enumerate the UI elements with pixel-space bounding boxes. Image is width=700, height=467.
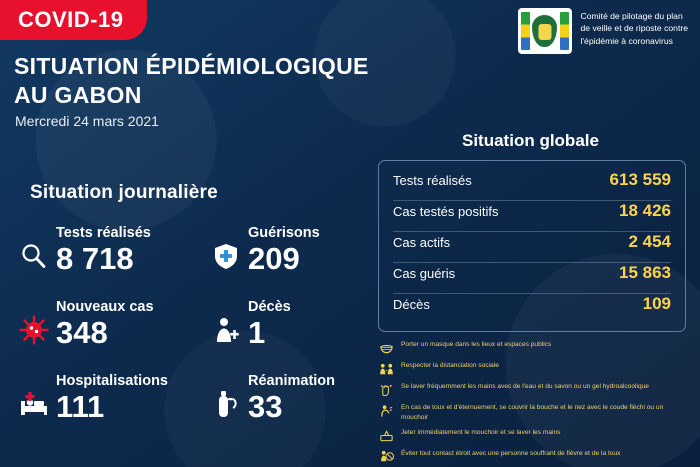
org-name [581,8,689,47]
stat-hospitalisations [16,372,208,446]
global-stats-panel [378,160,686,332]
global-row-label: Cas guéris [393,266,456,281]
global-heading: Situation globale [462,131,599,150]
global-row-value: 18 426 [619,201,671,220]
global-row [393,263,671,294]
distance-icon [378,361,394,377]
global-row-value: 2 454 [628,232,671,251]
global-row-label: Cas actifs [393,235,451,250]
tissue-icon [378,428,394,444]
global-row [393,294,671,325]
global-row-label: Décès [393,297,430,312]
org-line-3: l'épidémie à coronavirus [580,35,673,46]
stat-value: 348 [56,314,108,350]
virus-icon [18,314,50,346]
hospital-bed-icon [18,388,50,420]
global-row-value: 109 [642,294,671,313]
org-line-2: de veille et de riposte contre [580,23,688,34]
cough-elbow-icon [378,403,394,419]
stat-value: 111 [56,388,105,424]
global-row-label: Tests réalisés [393,173,472,188]
stat-value: 209 [248,240,300,276]
handwash-icon [378,382,394,398]
advice-item [378,428,690,444]
covid-badge: COVID-19 [0,0,147,40]
stat-label: Décès [248,299,291,315]
advice-item [378,361,690,377]
page-title-line-2: AU GABON [14,81,142,108]
stat-reanimation [208,372,371,446]
advice-text: Respecter la distanciation sociale [401,362,499,369]
stat-tests-realises [16,224,208,298]
advice-text: Porter un masque dans les lieux et espaces publics [401,341,552,348]
advice-item [378,403,690,423]
page-title [14,52,369,110]
person-cross-icon [210,314,242,346]
global-row-value: 613 559 [609,170,671,189]
header-org-block [518,8,689,54]
report-date: Mercredi 24 mars 2021 [15,113,159,129]
stat-guerisons [208,224,371,298]
stat-deces [208,298,371,372]
advice-item [378,340,690,356]
no-contact-icon [378,449,394,465]
advice-text: Jeter immédiatement le mouchoir et se laver les mains [401,428,561,436]
stat-label: Hospitalisations [56,373,168,389]
magnifier-icon [18,240,50,272]
page-title-line-1: SITUATION ÉPIDÉMIOLOGIQUE [14,53,369,79]
shield-cross-icon [210,240,242,272]
stat-value: 33 [248,388,283,424]
advice-text: Se laver fréquemment les mains avec de l'eau et du savon ou un gel hydroalcoolique [401,383,649,390]
global-row [393,170,671,201]
stat-value: 8 718 [56,240,134,276]
advice-text: En cas de toux et d'éternuement, se couvrir la bouche et le nez avec le coude fléchi ou un mouchoir [401,404,664,421]
org-line-1: Comité de pilotage du plan [580,11,683,21]
global-row-value: 15 863 [619,263,671,282]
global-row-label: Cas testés positifs [393,204,499,219]
stat-label: Nouveaux cas [56,299,154,315]
oxygen-tank-icon [210,388,242,420]
global-row [393,201,671,232]
daily-stats-grid [16,224,371,446]
gabon-coat-of-arms-logo [518,8,572,54]
advice-item [378,382,690,398]
stat-label: Guérisons [248,225,320,241]
prevention-advice-list [378,340,690,467]
daily-heading: Situation journalière [30,182,218,203]
mask-icon [378,340,394,356]
stat-label: Tests réalisés [56,225,151,241]
flag-stripe-left [521,12,530,50]
stat-label: Réanimation [248,373,336,389]
stat-value: 1 [248,314,266,350]
seal-icon [532,15,557,47]
global-row [393,232,671,263]
advice-text: Éviter tout contact étroit avec une personne souffrant de fièvre et de la toux [401,449,621,457]
flag-stripe-right [560,12,569,50]
advice-item [378,449,690,465]
stat-nouveaux-cas [16,298,208,372]
